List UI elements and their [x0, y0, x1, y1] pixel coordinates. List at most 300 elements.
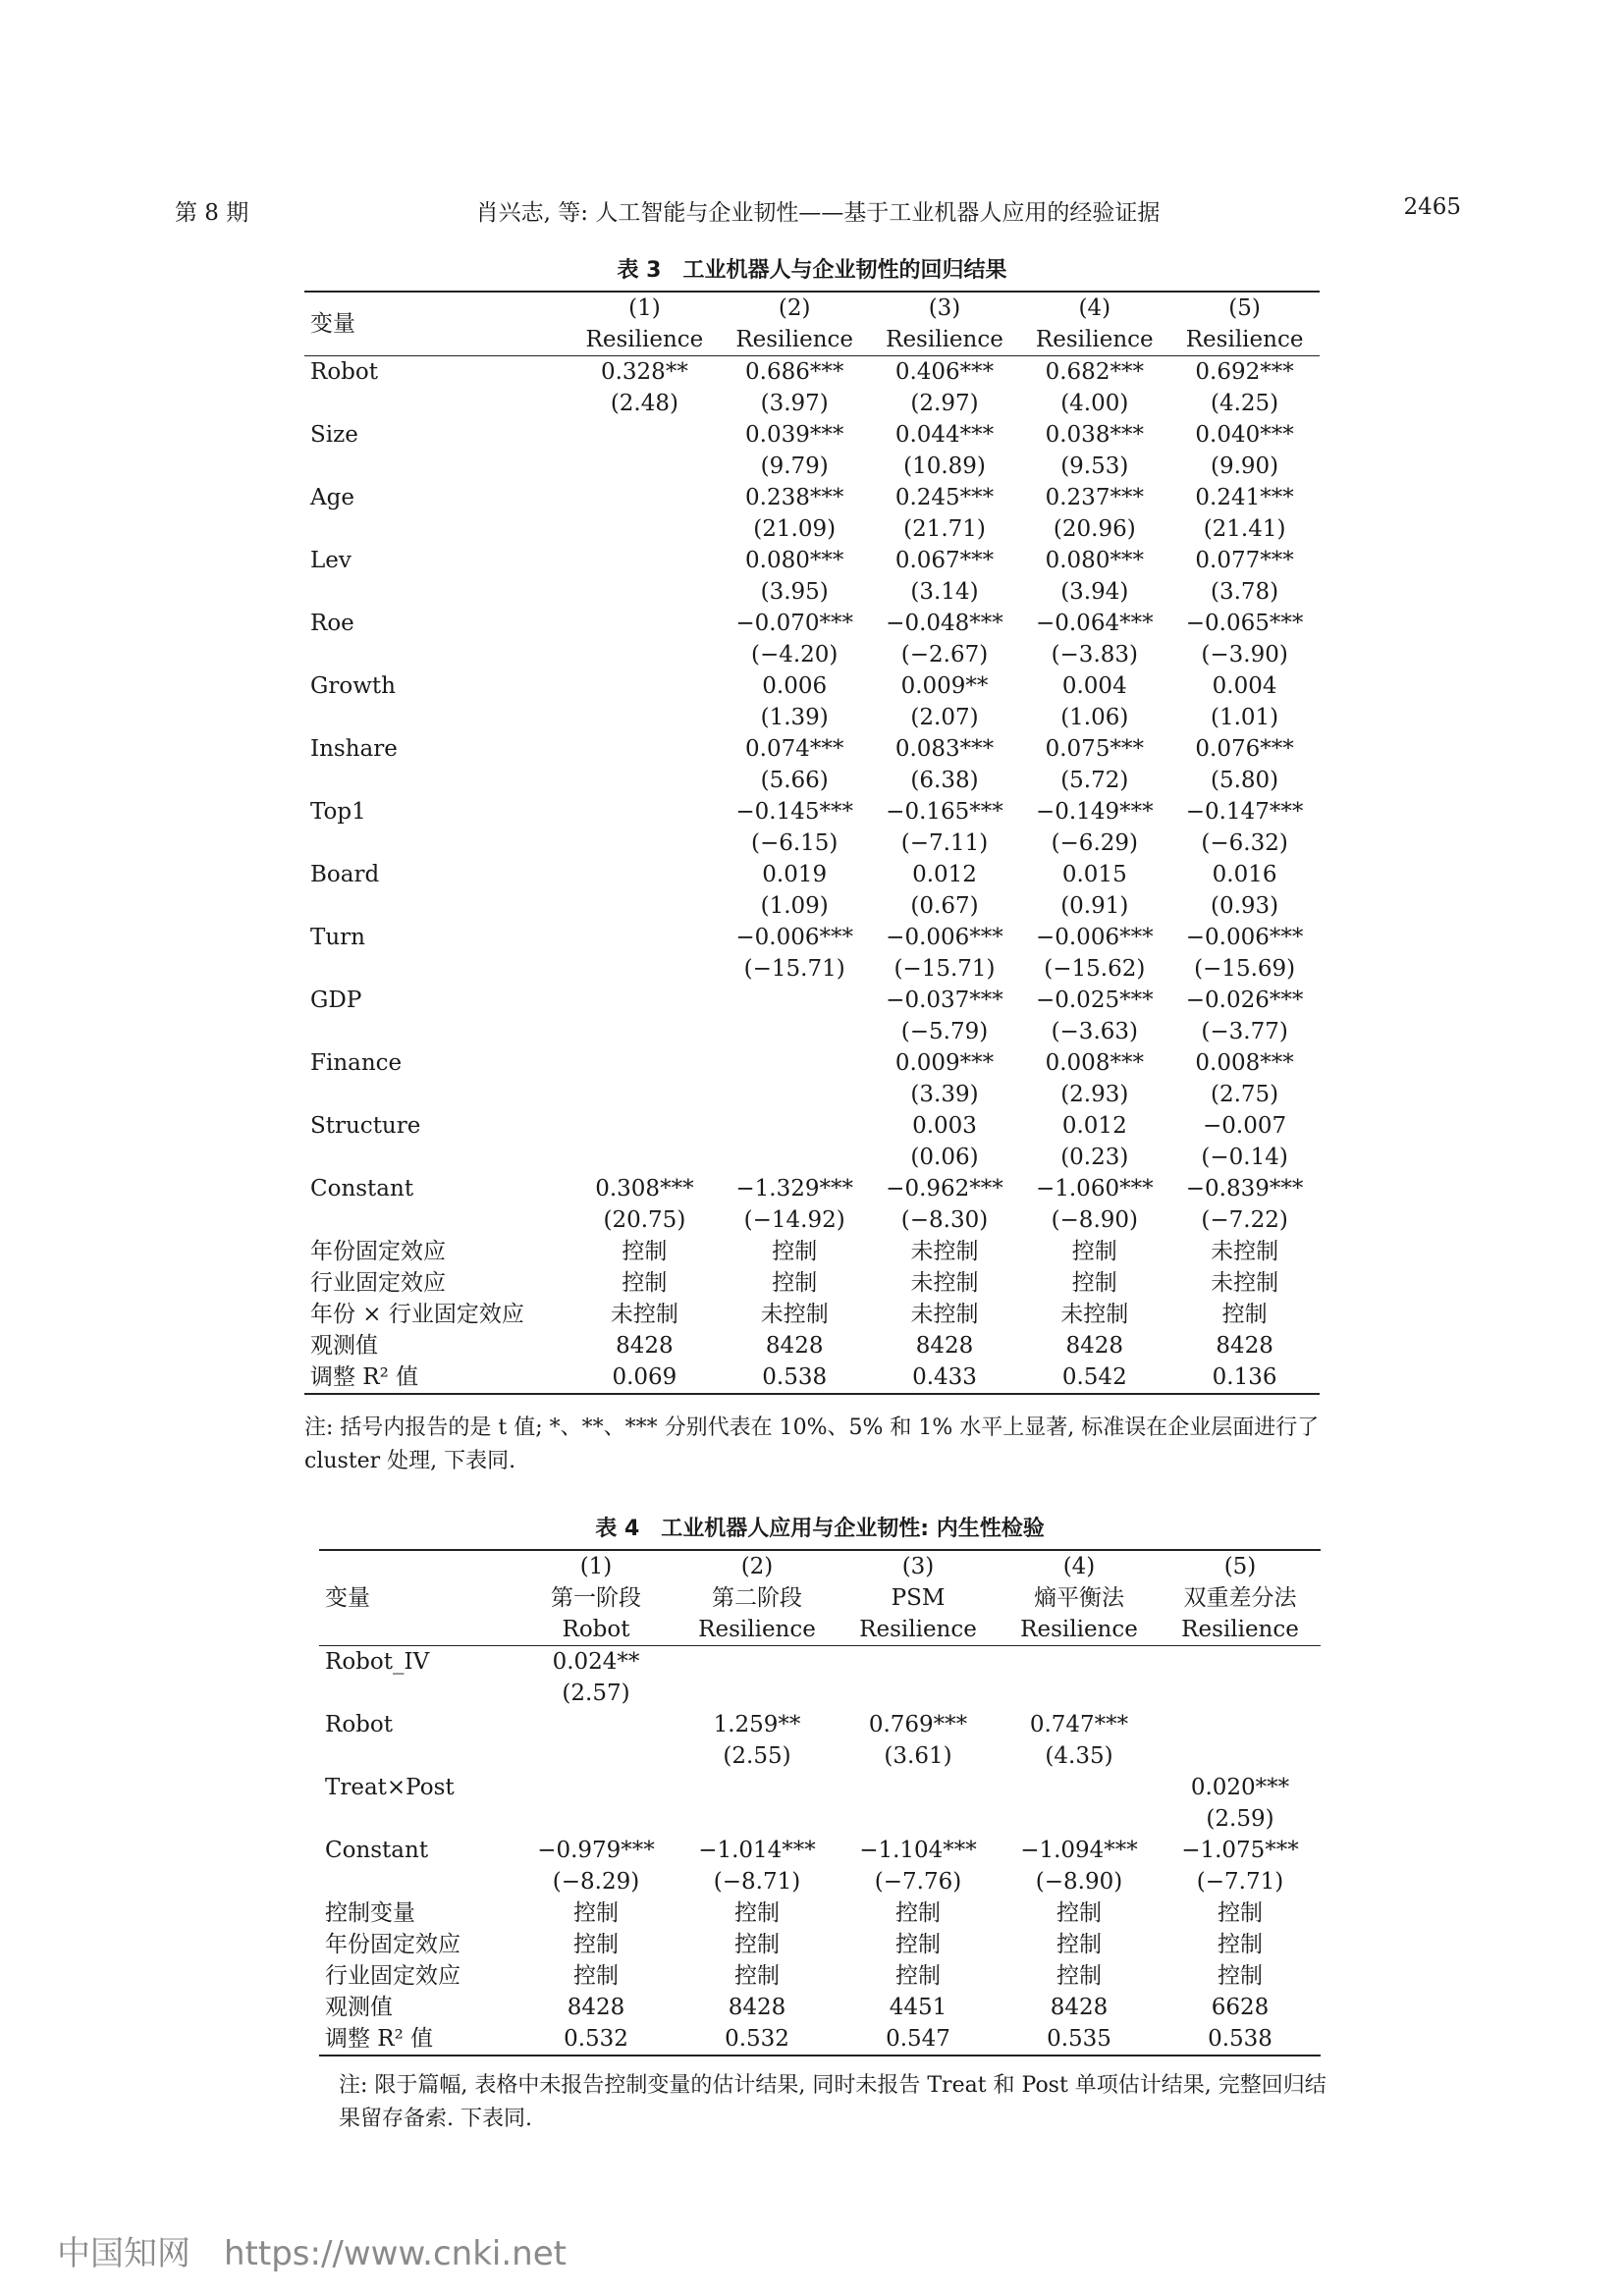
blank-cell — [304, 890, 569, 922]
blank-cell — [304, 1142, 569, 1173]
column-number: (2) — [720, 292, 870, 324]
coefficient-cell — [1160, 1646, 1321, 1679]
coefficient-cell: 1.259** — [713, 1712, 801, 1737]
coefficient-cell: 0.039*** — [745, 422, 844, 448]
footer-value: 控制 — [573, 1932, 619, 1957]
coefficient-cell — [677, 1772, 838, 1803]
variable-name: Robot_IV — [325, 1649, 430, 1675]
t-stat-row — [304, 953, 1320, 985]
coefficient-cell — [720, 985, 870, 1016]
coefficient-cell: −0.064*** — [1035, 611, 1154, 636]
t-stat-row — [304, 513, 1320, 545]
footer-row — [319, 1929, 1321, 1960]
footer-value: 0.433 — [870, 1362, 1020, 1394]
coefficient-cell: 0.024** — [552, 1649, 640, 1675]
t-stat-row — [304, 451, 1320, 482]
t-stat-cell: (−6.15) — [750, 830, 839, 856]
footer-row — [319, 1897, 1321, 1929]
coefficient-cell — [720, 1110, 870, 1142]
variable-name: GDP — [310, 988, 362, 1013]
coefficient-cell: 0.008*** — [1195, 1050, 1294, 1076]
t-stat-cell: (−8.71) — [713, 1869, 801, 1895]
t-stat-cell: (2.75) — [1211, 1082, 1279, 1107]
coefficient-cell — [677, 1646, 838, 1679]
t-stat-cell: (−6.32) — [1201, 830, 1288, 856]
blank-cell — [304, 639, 569, 670]
footer-value: 未控制 — [610, 1302, 678, 1327]
footer-value: 未控制 — [1211, 1270, 1279, 1296]
footer-row — [304, 1267, 1320, 1299]
footer-value: 控制 — [622, 1239, 668, 1264]
coef-row — [304, 1173, 1320, 1204]
coef-row — [304, 670, 1320, 702]
footer-value: 控制 — [1056, 1963, 1102, 1989]
coefficient-cell — [569, 482, 720, 513]
coefficient-cell: 0.012 — [1061, 1113, 1127, 1139]
cnki-watermark — [57, 2226, 567, 2274]
t-stat-cell: (−7.71) — [1196, 1869, 1284, 1895]
t-stat-cell: (5.72) — [1060, 768, 1129, 793]
running-header — [175, 194, 1461, 230]
t-stat-row — [304, 1142, 1320, 1173]
coef-row — [304, 859, 1320, 890]
t-stat-cell: (5.66) — [760, 768, 829, 793]
t-stat-row — [304, 1079, 1320, 1110]
coefficient-cell: −1.060*** — [1035, 1176, 1154, 1201]
variable-name: Constant — [325, 1838, 429, 1863]
footer-value: 0.542 — [1019, 1362, 1169, 1394]
t-stat-row — [319, 1803, 1321, 1835]
t-stat-row — [319, 1740, 1321, 1772]
coefficient-cell: −0.147*** — [1185, 799, 1304, 825]
footer-value: 0.532 — [515, 2023, 677, 2056]
coefficient-cell: −0.026*** — [1185, 988, 1304, 1013]
coefficient-cell — [1160, 1709, 1321, 1740]
method-label: PSM — [891, 1585, 946, 1611]
variable-name: Top1 — [310, 799, 366, 825]
t-stat-cell: (2.07) — [910, 705, 979, 730]
footer-value: 8428 — [765, 1333, 824, 1359]
t-stat-cell — [569, 639, 720, 670]
t-stat-cell: (−3.83) — [1051, 642, 1138, 667]
coefficient-cell: 0.004 — [1212, 673, 1277, 699]
header-row — [304, 292, 1320, 324]
coefficient-cell: −0.145*** — [735, 799, 853, 825]
footer-value: 控制 — [1218, 1900, 1263, 1926]
t-stat-row — [304, 702, 1320, 733]
column-number: (3) — [838, 1550, 999, 1582]
footer-value: 控制 — [1056, 1932, 1102, 1957]
coefficient-cell: 0.686*** — [745, 359, 844, 385]
coef-row — [319, 1709, 1321, 1740]
t-stat-cell: (2.57) — [562, 1681, 630, 1706]
t-stat-cell: (−7.11) — [900, 830, 989, 856]
t-stat-cell: (1.06) — [1060, 705, 1129, 730]
header-row — [319, 1550, 1321, 1582]
coefficient-cell: 0.006 — [762, 673, 828, 699]
t-stat-cell — [999, 1678, 1160, 1709]
t-stat-cell — [569, 828, 720, 859]
coefficient-cell: −0.962*** — [886, 1176, 1003, 1201]
coefficient-cell: −0.065*** — [1185, 611, 1304, 636]
t-stat-cell: (0.93) — [1211, 893, 1279, 919]
variable-name: Robot — [325, 1712, 393, 1737]
footer-value: 控制 — [1056, 1900, 1102, 1926]
blank-cell — [319, 1866, 515, 1897]
coefficient-cell — [999, 1646, 1160, 1679]
t-stat-cell — [677, 1678, 838, 1709]
footer-value: 未控制 — [910, 1239, 979, 1264]
column-number: (4) — [1019, 292, 1169, 324]
variable-name: Size — [310, 422, 358, 448]
coefficient-cell: 0.015 — [1061, 862, 1127, 887]
t-stat-cell: (−2.67) — [900, 642, 989, 667]
coefficient-cell: 0.004 — [1061, 673, 1127, 699]
coefficient-cell: 0.008*** — [1045, 1050, 1144, 1076]
footer-label: 控制变量 — [325, 1900, 415, 1926]
t-stat-cell — [999, 1803, 1160, 1835]
t-stat-row — [304, 388, 1320, 419]
coef-row — [319, 1835, 1321, 1866]
coefficient-cell: −0.007 — [1203, 1113, 1287, 1139]
footer-label: 观测值 — [325, 1995, 393, 2020]
t-stat-cell — [569, 513, 720, 545]
t-stat-cell: (2.97) — [910, 391, 979, 416]
footer-row — [304, 1330, 1320, 1362]
coefficient-cell: 0.692*** — [1195, 359, 1294, 385]
coef-row — [304, 419, 1320, 451]
footer-label: 观测值 — [310, 1333, 378, 1359]
coef-row — [304, 1110, 1320, 1142]
t-stat-cell: (2.55) — [723, 1743, 791, 1769]
dependent-variable: Resilience — [1169, 324, 1320, 356]
t-stat-cell — [569, 1142, 720, 1173]
t-stat-cell: (−15.69) — [1194, 956, 1296, 982]
footer-value: 0.538 — [720, 1362, 870, 1394]
coefficient-cell — [569, 733, 720, 765]
t-stat-cell: (3.61) — [884, 1743, 952, 1769]
dependent-variable: Resilience — [838, 1614, 999, 1646]
coefficient-cell: 0.019 — [762, 862, 828, 887]
coefficient-cell: 0.076*** — [1195, 736, 1294, 762]
coefficient-cell: −0.048*** — [886, 611, 1003, 636]
coefficient-cell: −0.006*** — [735, 925, 853, 950]
t-stat-cell: (2.48) — [610, 391, 678, 416]
variable-name: Growth — [310, 673, 396, 699]
t-stat-cell — [1160, 1678, 1321, 1709]
coefficient-cell: −0.006*** — [1035, 925, 1154, 950]
t-stat-cell — [569, 576, 720, 608]
coefficient-cell — [569, 419, 720, 451]
t-stat-cell: (−8.30) — [900, 1207, 989, 1233]
t-stat-cell — [720, 1079, 870, 1110]
t-stat-cell — [569, 890, 720, 922]
footer-value: 8428 — [1050, 1995, 1109, 2020]
footer-row — [319, 1960, 1321, 1992]
dependent-variable: Resilience — [569, 324, 720, 356]
table4 — [319, 1549, 1321, 2056]
t-stat-cell: (−8.90) — [1035, 1869, 1123, 1895]
method-label: 熵平衡法 — [1034, 1585, 1124, 1611]
blank-cell — [304, 451, 569, 482]
coefficient-cell — [515, 1709, 677, 1740]
t-stat-cell: (0.91) — [1060, 893, 1129, 919]
footer-row — [304, 1236, 1320, 1267]
t-stat-cell: (10.89) — [903, 454, 986, 479]
coefficient-cell — [569, 545, 720, 576]
footer-label: 行业固定效应 — [310, 1270, 446, 1296]
coefficient-cell: −0.839*** — [1185, 1176, 1304, 1201]
dependent-variable: Resilience — [870, 324, 1020, 356]
dependent-variable: Resilience — [1160, 1614, 1321, 1646]
coefficient-cell: 0.080*** — [745, 548, 844, 573]
t-stat-cell: (3.95) — [760, 579, 829, 605]
t-stat-cell: (−14.92) — [743, 1207, 845, 1233]
coef-row — [304, 985, 1320, 1016]
coefficient-cell: 0.067*** — [894, 548, 995, 573]
coefficient-cell: −1.094*** — [1020, 1838, 1138, 1863]
coefficient-cell: 0.406*** — [894, 359, 995, 385]
footer-value: 0.532 — [677, 2023, 838, 2056]
t-stat-cell — [569, 765, 720, 796]
dependent-variable: Resilience — [677, 1614, 838, 1646]
t-stat-row — [304, 639, 1320, 670]
t-stat-row — [304, 765, 1320, 796]
footer-value: 控制 — [895, 1963, 941, 1989]
t-stat-cell: (1.01) — [1211, 705, 1279, 730]
t-stat-cell: (3.39) — [910, 1082, 979, 1107]
column-number: (3) — [870, 292, 1020, 324]
footer-row — [319, 1992, 1321, 2023]
footer-value: 控制 — [622, 1270, 668, 1296]
t-stat-cell: (−7.22) — [1201, 1207, 1288, 1233]
column-number: (4) — [999, 1550, 1160, 1582]
t-stat-cell — [838, 1803, 999, 1835]
variable-name: Constant — [310, 1176, 414, 1201]
dependent-variable: Resilience — [1019, 324, 1169, 356]
coefficient-cell — [569, 1110, 720, 1142]
coef-row — [319, 1646, 1321, 1679]
variable-name: Roe — [310, 611, 354, 636]
variable-name: Inshare — [310, 736, 398, 762]
coef-row — [304, 356, 1320, 389]
coefficient-cell: −1.014*** — [698, 1838, 816, 1863]
footer-value: 8428 — [567, 1995, 625, 2020]
t-stat-cell: (3.78) — [1211, 579, 1279, 605]
coef-row — [319, 1772, 1321, 1803]
blank-cell — [319, 1678, 515, 1709]
coefficient-cell: −0.070*** — [735, 611, 853, 636]
t-stat-cell: (9.53) — [1060, 454, 1129, 479]
t-stat-cell: (−8.90) — [1051, 1207, 1138, 1233]
coefficient-cell: 0.075*** — [1045, 736, 1144, 762]
variable-name: Structure — [310, 1113, 421, 1139]
t-stat-cell: (3.14) — [910, 579, 979, 605]
t-stat-cell: (1.39) — [760, 705, 829, 730]
t-stat-cell: (0.06) — [910, 1145, 979, 1170]
footer-label: 调整 R² 值 — [304, 1362, 569, 1394]
coefficient-cell: 0.074*** — [745, 736, 844, 762]
blank-cell — [304, 953, 569, 985]
t-stat-cell: (2.59) — [1206, 1806, 1274, 1832]
t-stat-cell: (20.75) — [603, 1207, 686, 1233]
coef-row — [304, 1047, 1320, 1079]
t-stat-row — [319, 1678, 1321, 1709]
coefficient-cell — [569, 670, 720, 702]
t-stat-row — [304, 1016, 1320, 1047]
t-stat-cell: (−4.20) — [750, 642, 839, 667]
footer-value: 控制 — [734, 1932, 780, 1957]
t-stat-cell: (6.38) — [910, 768, 979, 793]
footer-value: 控制 — [734, 1963, 780, 1989]
t-stat-cell: (4.35) — [1045, 1743, 1113, 1769]
t-stat-cell — [569, 1016, 720, 1047]
cnki-logo-text: 中国知网 — [57, 2234, 190, 2273]
footer-value: 8428 — [728, 1995, 786, 2020]
t-stat-cell — [569, 702, 720, 733]
t-stat-cell: (5.80) — [1211, 768, 1279, 793]
footer-label: 年份固定效应 — [325, 1932, 460, 1957]
coef-row — [304, 796, 1320, 828]
coefficient-cell — [569, 859, 720, 890]
blank-cell — [304, 765, 569, 796]
t-stat-cell: (2.93) — [1060, 1082, 1129, 1107]
coefficient-cell: −0.025*** — [1035, 988, 1154, 1013]
t-stat-cell — [569, 451, 720, 482]
footer-value: 8428 — [616, 1333, 674, 1359]
footer-value: 0.538 — [1160, 2023, 1321, 2056]
t-stat-cell — [838, 1678, 999, 1709]
t-stat-cell — [515, 1803, 677, 1835]
variable-name: Robot — [310, 359, 378, 385]
footer-row — [319, 2023, 1321, 2056]
coefficient-cell — [838, 1772, 999, 1803]
variable-name: Lev — [310, 548, 352, 573]
footer-value: 未控制 — [910, 1302, 979, 1327]
t-stat-cell: (−15.71) — [743, 956, 845, 982]
coefficient-cell: −1.329*** — [735, 1176, 853, 1201]
running-title: 肖兴志, 等: 人工智能与企业韧性——基于工业机器人应用的经验证据 — [475, 200, 1161, 226]
footer-value: 0.136 — [1169, 1362, 1320, 1394]
t-stat-cell: (−3.77) — [1201, 1019, 1288, 1044]
t-stat-cell: (20.96) — [1053, 516, 1136, 542]
issue-number: 第 8 期 — [175, 200, 249, 226]
coefficient-cell: 0.003 — [912, 1113, 977, 1139]
t-stat-cell — [515, 1740, 677, 1772]
coefficient-cell — [569, 1047, 720, 1079]
footer-value: 控制 — [734, 1900, 780, 1926]
blank-cell — [319, 1803, 515, 1835]
blank-cell — [304, 513, 569, 545]
t-stat-cell: (−15.62) — [1044, 956, 1146, 982]
t-stat-cell: (−3.90) — [1201, 642, 1288, 667]
footer-label: 行业固定效应 — [325, 1963, 460, 1989]
coefficient-cell: 0.769*** — [868, 1712, 968, 1737]
footer-value: 未控制 — [1060, 1302, 1129, 1327]
coefficient-cell: −1.075*** — [1181, 1838, 1299, 1863]
t-stat-row — [304, 890, 1320, 922]
coefficient-cell: 0.009*** — [894, 1050, 995, 1076]
coef-row — [304, 922, 1320, 953]
column-number: (5) — [1169, 292, 1320, 324]
t-stat-row — [304, 576, 1320, 608]
variable-name: Age — [310, 485, 354, 510]
t-stat-cell: (−8.29) — [552, 1869, 640, 1895]
blank-cell — [304, 1016, 569, 1047]
dependent-variable: Resilience — [720, 324, 870, 356]
t-stat-cell: (21.09) — [753, 516, 837, 542]
coefficient-cell — [569, 985, 720, 1016]
coefficient-cell: −0.149*** — [1035, 799, 1154, 825]
variable-header: 变量 — [304, 292, 569, 356]
coefficient-cell: −0.979*** — [537, 1838, 655, 1863]
footer-value: 0.535 — [999, 2023, 1160, 2056]
table3-caption: 表 3 工业机器人与企业韧性的回归结果 — [617, 258, 1007, 283]
coefficient-cell: 0.009** — [900, 673, 989, 699]
blank-cell — [319, 1740, 515, 1772]
footer-value: 控制 — [573, 1900, 619, 1926]
page-number: 2465 — [1403, 194, 1461, 220]
footer-row — [304, 1299, 1320, 1330]
footer-value: 控制 — [573, 1963, 619, 1989]
coefficient-cell: 0.016 — [1212, 862, 1277, 887]
footer-value: 0.069 — [569, 1362, 720, 1394]
blank-cell — [304, 1079, 569, 1110]
t-stat-cell — [1160, 1740, 1321, 1772]
footer-row — [304, 1362, 1320, 1394]
blank-cell — [304, 576, 569, 608]
footer-value: 控制 — [1218, 1963, 1263, 1989]
variable-name: Turn — [310, 925, 365, 950]
table4-caption: 表 4 工业机器人应用与企业韧性: 内生性检验 — [595, 1517, 1045, 1541]
coefficient-cell: 0.747*** — [1029, 1712, 1129, 1737]
t-stat-cell: (1.09) — [760, 893, 829, 919]
t-stat-cell — [720, 1142, 870, 1173]
coefficient-cell: 0.245*** — [894, 485, 995, 510]
coefficient-cell — [515, 1772, 677, 1803]
t-stat-cell — [569, 953, 720, 985]
coef-row — [304, 733, 1320, 765]
blank-cell — [304, 702, 569, 733]
footer-value: 控制 — [772, 1239, 818, 1264]
coefficient-cell — [569, 922, 720, 953]
coef-row — [304, 608, 1320, 639]
footer-value: 控制 — [1071, 1239, 1117, 1264]
t-stat-cell: (9.79) — [760, 454, 829, 479]
t-stat-cell: (−7.76) — [874, 1869, 962, 1895]
table3-note: 注: 括号内报告的是 t 值; *、**、*** 分别代表在 10%、5% 和 1% 水平上显著, 标准误在企业层面进行了 cluster 处理, 下表同. — [304, 1415, 1320, 1473]
t-stat-cell: (9.90) — [1211, 454, 1279, 479]
cnki-url: https://www.cnki.net — [224, 2234, 567, 2273]
footer-value: 控制 — [895, 1900, 941, 1926]
coefficient-cell: 0.012 — [912, 862, 977, 887]
footer-value: 8428 — [1216, 1333, 1273, 1359]
coefficient-cell — [720, 1047, 870, 1079]
variable-name: Treat×Post — [325, 1775, 455, 1800]
t-stat-cell: (−0.14) — [1201, 1145, 1288, 1170]
footer-value: 控制 — [1071, 1270, 1117, 1296]
t-stat-cell: (−5.79) — [900, 1019, 989, 1044]
footer-value: 8428 — [915, 1333, 974, 1359]
coefficient-cell: −0.006*** — [886, 925, 1003, 950]
coefficient-cell: −0.165*** — [886, 799, 1003, 825]
table3 — [304, 291, 1320, 1395]
footer-value: 控制 — [1221, 1302, 1268, 1327]
t-stat-cell: (21.71) — [903, 516, 986, 542]
t-stat-cell: (3.97) — [760, 391, 829, 416]
variable-name: Board — [310, 862, 380, 887]
footer-value: 控制 — [772, 1270, 818, 1296]
